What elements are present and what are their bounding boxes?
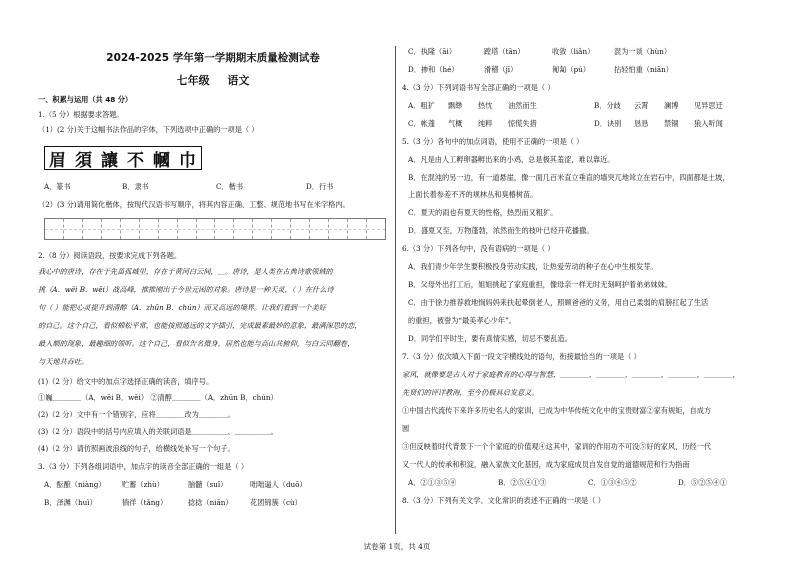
passage-line: 与天地共吞吐。 bbox=[38, 357, 89, 366]
sentence-list: 又一代人的传承和积淀，融入家族文化基因，成为家庭成员自发自觉的道德规范和行为指南 bbox=[402, 460, 690, 469]
calligraphy-char: 幗 bbox=[153, 150, 171, 171]
calligraphy-char: 眉 bbox=[49, 150, 67, 171]
passage-line: 的自己。这个自己，看似棉松平常，也能按照通远的文字插引，完成最素最妙的意象，最满深思的恋， bbox=[38, 321, 362, 330]
column-divider bbox=[395, 46, 396, 534]
passage-line: 最入颇的现象，最趣细的领听。这个自己，看似告名微身，居然也能与高山共俯仰，与白云同翻卷， bbox=[38, 339, 355, 348]
option: B．隶书 bbox=[122, 182, 149, 191]
exam-title: 2024-2025 学年第一学期期末质量检测试卷 bbox=[106, 52, 320, 64]
grid-cell[interactable] bbox=[253, 219, 272, 239]
calligraphy-char: 讓 bbox=[101, 150, 119, 171]
question-1-1: （1）(2 分)关于这幅书法作品的字体，下列选项中正确的一项是（ ） bbox=[38, 125, 259, 134]
option-word: 禁锢 bbox=[664, 119, 679, 128]
option: 拈轻怕重（niān） bbox=[614, 65, 673, 74]
writing-grid[interactable] bbox=[44, 218, 386, 240]
question-3: 3.（3 分）下列各组词语中，加点字的读音全部正确的一组是（ ） bbox=[38, 462, 249, 471]
option: D．同学们平时生，要有真情实感，切忌不要乱造。 bbox=[408, 334, 572, 343]
grid-cell[interactable] bbox=[140, 219, 159, 239]
option-word: 澜博 bbox=[664, 101, 679, 110]
passage-line: 挑（A．wēi B．wěi）战高峰，推推刚出于今世元困的对象。唐诗是一种天灵，（ ）在什么诗 bbox=[38, 285, 334, 294]
option: C．夏天的雨也有夏天的性格，热烈而又粗犷。 bbox=[408, 208, 558, 217]
option: D．行书 bbox=[306, 182, 334, 191]
option: D．诀别 bbox=[594, 119, 622, 128]
option: A．粗犷 bbox=[408, 101, 435, 110]
option-continued: 的重担，被誉为“最美孝心少年”。 bbox=[408, 316, 516, 325]
option: A．我们青少年学生要积极投身劳动实践，让热爱劳动的种子在心中生根发芽。 bbox=[408, 262, 658, 271]
question-7: 7.（3 分）依次填入下面一段文字横线处的语句，衔接最恰当的一项是（ ） bbox=[402, 352, 641, 361]
option: C．楷书 bbox=[216, 182, 244, 191]
grid-cell[interactable] bbox=[348, 219, 367, 239]
option: D．盛夏又至，万物蓬勃，浓然而生的枝叶已经开花播撒。 bbox=[408, 226, 594, 235]
sentence-list: 圆 bbox=[402, 424, 410, 433]
sentence-list: ①中国古代流传下来许多历史名人的家训，已成为中华传统文化中的宝贵财富②家有规矩，自成方 bbox=[402, 406, 712, 415]
calligraphy-image bbox=[44, 146, 202, 170]
option: 捻捻（niān） bbox=[188, 498, 233, 507]
question-1-2: （2）(3 分)请用简化楷体，按现代汉语书写顺序，将其内容正确、工整、规范地书写在米字格内。 bbox=[38, 200, 350, 209]
option-word: 纯粹 bbox=[478, 119, 493, 128]
option: C．执隆（āi） bbox=[408, 47, 457, 56]
option: 徜徉（tǎng） bbox=[122, 498, 168, 507]
option: 滑稽（jī） bbox=[484, 65, 518, 74]
option-word: 惊慌失措 bbox=[508, 119, 537, 128]
option: A．篆书 bbox=[44, 182, 71, 191]
option: B．②⑤④①③ bbox=[498, 478, 547, 487]
option: A．②①③⑤④ bbox=[408, 478, 457, 487]
option: 收敛（liǎn） bbox=[552, 47, 595, 56]
exam-subtitle: 七年级 语文 bbox=[176, 74, 250, 87]
option: D．⑤②⑤④① bbox=[678, 478, 727, 487]
question-2-2: (2)（2 分）文中有一个错别字，应将＿＿＿＿改为＿＿＿＿。 bbox=[38, 410, 235, 419]
question-2-4: (4)（2 分）请仿照画波浪线的句子，给横线处补写一个句子。 bbox=[38, 444, 235, 453]
option: B．在混沌的另一边，有一道悬崖，像一面几百米直立垂直的墙突兀地耸立在岩石中，四面都是土坡， bbox=[408, 173, 730, 182]
option-word: 云霄 bbox=[634, 101, 649, 110]
grid-cell[interactable] bbox=[329, 219, 348, 239]
option: 混为一谈（hùn） bbox=[614, 47, 672, 56]
option: B．父母外出打工后，姐姐挑起了家庭重担，像母亲一样无时无刻呵护着弟弟妹妹。 bbox=[408, 280, 673, 289]
page-footer: 试卷第 1页，共 4页 bbox=[363, 542, 431, 551]
passage-line: 先贤们的评详教海，至今仍极具启发意义。 bbox=[402, 388, 539, 397]
question-1: 1.（5 分）根据要求答题。 bbox=[38, 110, 124, 119]
option-word: 恳恳 bbox=[634, 119, 649, 128]
option: 匍匐（pú） bbox=[552, 65, 590, 74]
grid-cell[interactable] bbox=[310, 219, 329, 239]
grid-cell[interactable] bbox=[272, 219, 291, 239]
question-6: 6.（3 分）下列各句中，没有语病的一项是（ ） bbox=[402, 244, 555, 253]
grid-cell[interactable] bbox=[197, 219, 216, 239]
grid-cell[interactable] bbox=[102, 219, 121, 239]
sentence-list: ③但反映着时代背景下一个个家庭的价值观④这其中，家训的作用功不可没⑤好的家风，历经一代 bbox=[402, 442, 712, 451]
grid-cell[interactable] bbox=[121, 219, 140, 239]
section-heading: 一、积累与运用（共 48 分） bbox=[38, 95, 133, 104]
option: B．分歧 bbox=[594, 101, 621, 110]
question-2-3: (3)（2 分）语段中的括号内应填入的关联词语是＿＿＿＿＿、＿＿＿＿＿。 bbox=[38, 427, 278, 436]
option-word: 气概 bbox=[448, 119, 463, 128]
passage-line: 家风，就像要是古人对于家庭教育的心得与智慧，＿＿＿＿，＿＿＿＿，＿＿＿＿，＿＿＿＿，＿＿＿＿， bbox=[402, 370, 740, 379]
option-word: 狼入听闻 bbox=[694, 119, 723, 128]
grid-cell[interactable] bbox=[45, 219, 64, 239]
grid-cell[interactable] bbox=[178, 219, 197, 239]
question-2-1: (1)（2 分）给文中的加点字选择正确的读音，填序号。 bbox=[38, 377, 214, 386]
question-5: 5.（3 分）各句中的加点词语，使用不正确的一项是（ ） bbox=[402, 137, 584, 146]
grid-cell[interactable] bbox=[234, 219, 253, 239]
option: 贮蓄（zhù） bbox=[122, 480, 164, 489]
option: A．凡是由人工孵卵器孵出来的小鸡，总是极其羞涩，难以靠近。 bbox=[408, 155, 615, 164]
calligraphy-char: 須 bbox=[75, 150, 93, 171]
option-word: 热忱 bbox=[478, 101, 493, 110]
grid-cell[interactable] bbox=[64, 219, 83, 239]
question-8: 8.（3 分）下列有关文学、文化常识的表述不正确的一项是（ ） bbox=[402, 496, 605, 505]
option-continued: 上面长着参差不齐的规林丛和臭椿树苗。 bbox=[408, 190, 538, 199]
calligraphy-char: 巾 bbox=[179, 150, 197, 171]
calligraphy-char: 不 bbox=[127, 150, 145, 171]
question-2-1-answer: ①巍＿＿＿＿（A．wēi B．wěi） ②清醇＿＿＿＿（A．zhūn B．chún） bbox=[38, 393, 278, 402]
option-word: 飘缈 bbox=[448, 101, 463, 110]
option-word: 油然而生 bbox=[508, 101, 537, 110]
question-2: 2.（8 分）阅读语段，按要求完成下列各题。 bbox=[38, 251, 182, 260]
grid-cell[interactable] bbox=[83, 219, 102, 239]
passage-line: 句（ ）能把心灵提升到清醇（A．zhūn B．chún）而又高远的境界。让我们看到一个美好 bbox=[38, 303, 326, 312]
question-4: 4.（3 分）下列词语书写全部正确的一项是（ ） bbox=[402, 83, 555, 92]
option: B．泽渊（huì） bbox=[44, 498, 97, 507]
option: 脑髓（suǐ） bbox=[188, 480, 228, 489]
passage-line: 我心中的唐诗，存在于先苗孤城里，存在于黄河白云间，＿。唐诗，是人类在古典诗歌领域的 bbox=[38, 267, 333, 276]
option: 蹚塔（tān） bbox=[484, 47, 525, 56]
option: D．掺和（hé） bbox=[408, 65, 459, 74]
grid-cell[interactable] bbox=[159, 219, 178, 239]
option: 花团锦簇（cù） bbox=[250, 498, 302, 507]
grid-cell[interactable] bbox=[367, 219, 385, 239]
option: C．帐蓬 bbox=[408, 119, 436, 128]
option: C．①③④⑤② bbox=[588, 478, 637, 487]
option: 咄咄逼人（duō） bbox=[250, 480, 307, 489]
option: A．酝酿（niàng） bbox=[44, 480, 106, 489]
option: C．由于徐力推荐救地悯妈妈来扶起晕倒老人，照顾爸爸的义务，用自己柔弱的肩膀扛起了生活 bbox=[408, 298, 709, 307]
grid-cell[interactable] bbox=[215, 219, 234, 239]
grid-cell[interactable] bbox=[291, 219, 310, 239]
option-word: 见异思迁 bbox=[694, 101, 723, 110]
